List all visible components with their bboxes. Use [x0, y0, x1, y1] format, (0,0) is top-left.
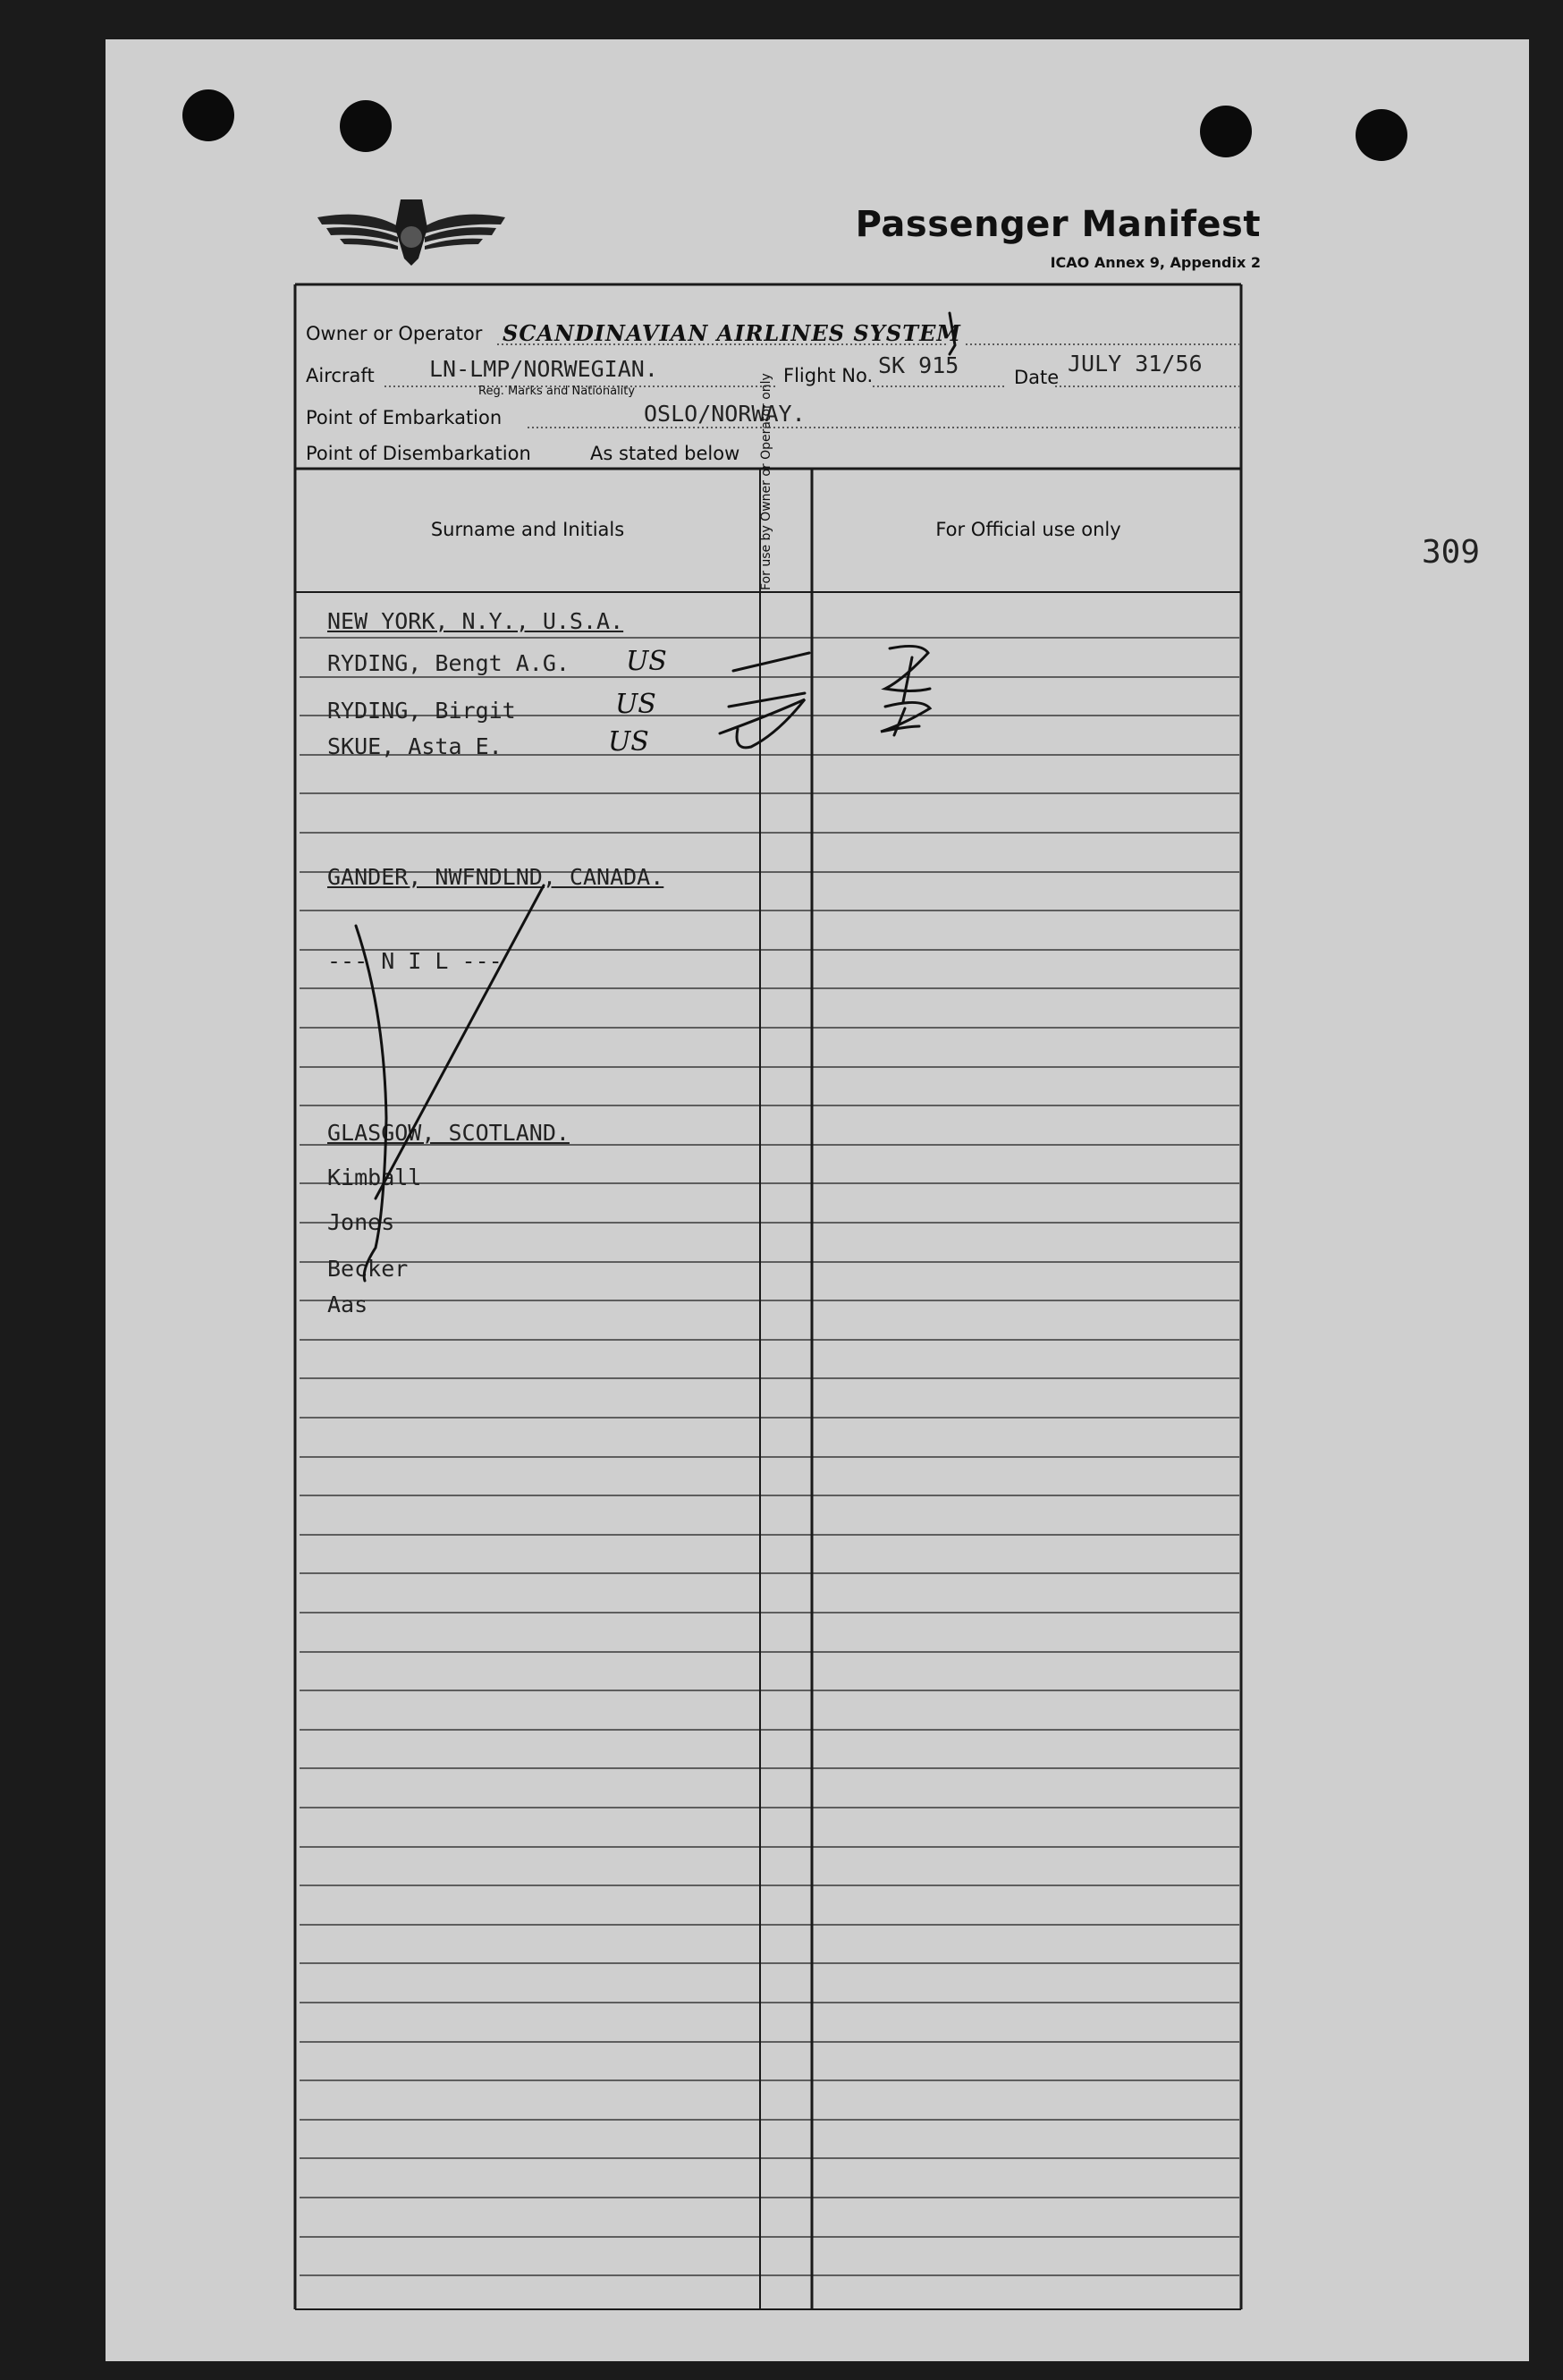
nil-entry: --- N I L ---	[327, 948, 503, 974]
date-label: Date	[1014, 367, 1060, 388]
destination-heading: GANDER, NWFNDLND, CANADA.	[327, 864, 664, 890]
owner-value: SCANDINAVIAN AIRLINES SYSTEM	[503, 320, 961, 346]
handwritten-note: US	[615, 689, 656, 720]
reg-note: Reg. Marks and Nationality	[478, 385, 636, 398]
embark-label: Point of Embarkation	[306, 407, 503, 428]
aircraft-value: LN-LMP/NORWEGIAN.	[429, 356, 658, 382]
passenger-name: Jones	[327, 1209, 395, 1235]
disembark-value: As stated below	[590, 443, 740, 464]
destination-heading: GLASGOW, SCOTLAND.	[327, 1120, 570, 1146]
flight-value: SK 915	[878, 352, 959, 378]
embark-value: OSLO/NORWAY.	[644, 401, 806, 427]
handwritten-note: US	[608, 726, 649, 758]
disembark-label: Point of Disembarkation	[306, 443, 531, 464]
flight-label: Flight No.	[783, 365, 874, 386]
passenger-name: SKUE, Asta E.	[327, 733, 503, 759]
handwritten-note: US	[626, 646, 667, 677]
form-title: Passenger Manifest	[855, 204, 1261, 245]
aircraft-label: Aircraft	[306, 365, 375, 386]
owner-label: Owner or Operator	[306, 323, 483, 344]
destination-heading: NEW YORK, N.Y., U.S.A.	[327, 608, 624, 634]
passenger-name: Aas	[327, 1292, 368, 1317]
column-header-surname: Surname and Initials	[430, 519, 625, 540]
page-number: 309	[1422, 534, 1481, 571]
passenger-name: RYDING, Bengt A.G.	[327, 650, 570, 676]
column-header-official: For Official use only	[935, 519, 1121, 540]
column-header-operator: For use by Owner or Operator only	[759, 373, 773, 590]
passenger-name: RYDING, Birgit	[327, 698, 516, 724]
passenger-name: Kimball	[327, 1165, 422, 1190]
date-value: JULY 31/56	[1068, 351, 1203, 377]
form-subtitle: ICAO Annex 9, Appendix 2	[1050, 254, 1261, 271]
passenger-name: Becker	[327, 1256, 409, 1282]
